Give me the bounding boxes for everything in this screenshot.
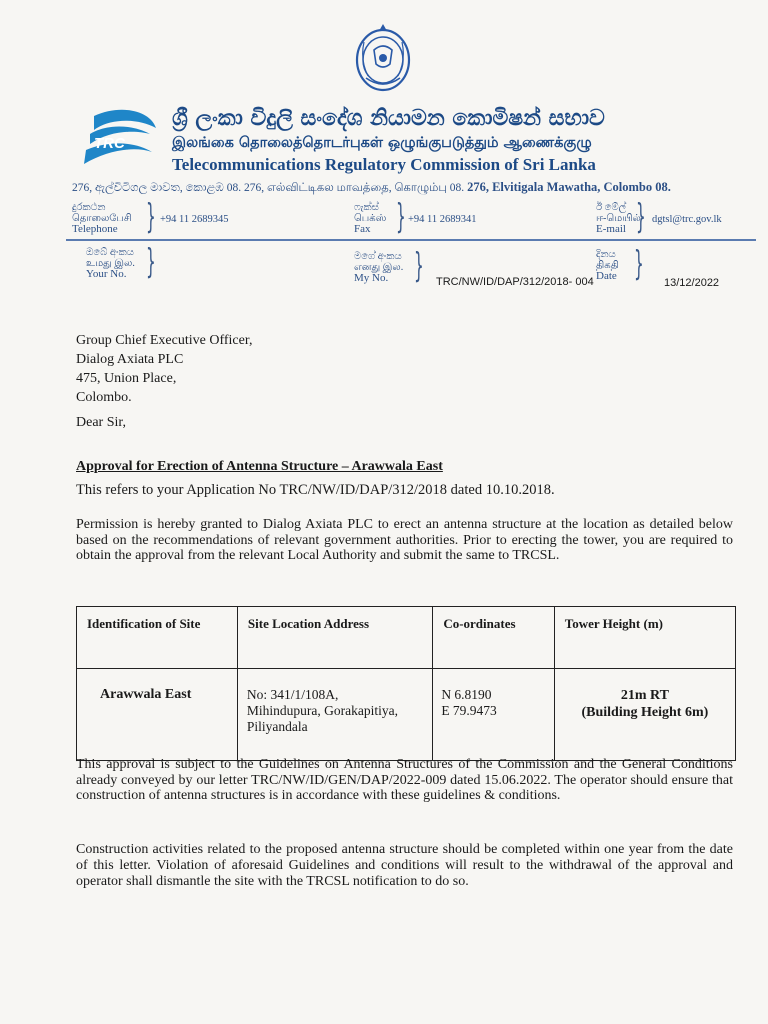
fax-label-si: ෆැක්ස් (354, 202, 379, 213)
contact-fax (354, 197, 554, 237)
contact-telephone (72, 197, 272, 237)
table-header-row (77, 607, 736, 669)
tower-height-cell (554, 669, 735, 761)
site-table (76, 606, 736, 761)
guidelines-paragraph: This approval is subject to the Guidelines on Antenna Structures of the Commission and the General Conditions already conveyed by our letter TRC/NW/ID/GEN/DAP/2022-009 dated 15.06.2022. The operator should ensure that construction of antenna structures is in accordance with these guidelines & conditions. (76, 757, 733, 803)
email-value: dgtsl@trc.gov.lk (652, 214, 722, 225)
recipient-line: Dialog Axiata PLC (76, 352, 184, 367)
fax-label-en: Fax (354, 223, 371, 235)
organisation-names (172, 106, 732, 176)
my-no-label-si: මගේ අංකය (354, 251, 402, 262)
address-english: 276, Elvitigala Mawatha, Colombo 08. (467, 180, 671, 194)
header-site-address: Site Location Address (237, 607, 432, 669)
address-line: Piliyandala (246, 719, 308, 734)
subject-heading: Approval for Erection of Antenna Structure – Arawwala East (76, 459, 443, 474)
my-reference-number: TRC/NW/ID/DAP/312/2018- 004 (436, 276, 594, 288)
my-no-label-ta: எனது இல. (354, 262, 404, 273)
header-coordinates: Co-ordinates (433, 607, 554, 669)
letterhead-address (72, 180, 752, 196)
org-name-tamil: இலங்கை தொலைத்தொடர்புகள் ஒழுங்குபடுத்தும் ஆணைக்குழு (172, 135, 592, 151)
your-no-label-ta: உமது இல. (86, 258, 135, 269)
address-local: 276, ඇල්විටිගල මාවත, කොළඹ 08. 276, எல்விட்டிகல மாவத்தை, கொழும்பு 08. (72, 182, 465, 194)
svg-text:TRC: TRC (94, 135, 125, 152)
table-row (77, 669, 736, 761)
fax-value: +94 11 2689341 (408, 214, 477, 225)
your-no-label-en: Your No. (86, 268, 127, 280)
telephone-label-si: දුරකථන (72, 202, 106, 213)
date-label-ta: திகதி (596, 260, 619, 271)
contact-your-no (86, 242, 206, 282)
trc-logo-icon (80, 104, 160, 174)
longitude: E 79.9473 (441, 703, 497, 718)
telephone-label-ta: தொலைபேசி (72, 213, 132, 224)
brace-icon: } (636, 197, 646, 237)
date-label-en: Date (596, 270, 617, 282)
email-label-en: E-mail (596, 223, 626, 235)
building-height: (Building Height 6m) (581, 705, 709, 720)
fax-label-ta: பெக்ஸ் (354, 213, 387, 224)
email-label-si: ඊ මේල් (596, 202, 627, 213)
coordinates-cell (433, 669, 554, 761)
brace-icon: } (146, 242, 156, 282)
brace-icon: } (396, 197, 406, 237)
your-no-label-si: ඔබේ අංකය (86, 247, 134, 258)
brace-icon: } (146, 197, 156, 237)
application-reference: This refers to your Application No TRC/NW/ID/DAP/312/2018 dated 10.10.2018. (76, 482, 555, 498)
recipient-line: Colombo. (76, 390, 132, 405)
telephone-label-en: Telephone (72, 223, 118, 235)
contact-my-no (354, 246, 444, 286)
recipient-line: Group Chief Executive Officer, (76, 333, 253, 348)
construction-paragraph: Construction activities related to the proposed antenna structure should be completed within one year from the date of this letter. Violation of aforesaid Guidelines and conditions will result to the withdrawal of the approval and operator shall dismantle the site with the TRCSL notification to do so. (76, 842, 733, 889)
permission-paragraph: Permission is hereby granted to Dialog Axiata PLC to erect an antenna structure at the location as detailed below based on the recommendations of relevant government authorities. Prior to erecting the tower, you are required to obtain the approval from the relevant Local Authority and submit the same to TRCSL. (76, 517, 733, 563)
site-address-cell (237, 669, 432, 761)
brace-icon: } (634, 244, 644, 284)
letterhead-divider (66, 239, 756, 241)
latitude: N 6.8190 (441, 687, 492, 702)
salutation: Dear Sir, (76, 415, 126, 430)
recipient-line: 475, Union Place, (76, 371, 177, 386)
address-line: Mihindupura, Gorakapitiya, (246, 703, 398, 718)
sri-lanka-emblem-icon (352, 20, 414, 96)
org-name-sinhala: ශ්‍රී ලංකා විදුලි සංදේශ නියාමන කොමිෂන් සභාව (172, 106, 605, 131)
contact-email (596, 197, 766, 237)
letter-date: 13/12/2022 (664, 277, 720, 289)
address-line: No: 341/1/108A, (246, 687, 339, 702)
org-name-english: Telecommunications Regulatory Commission of Sri Lanka (172, 155, 596, 174)
email-label-ta: ஈ-மெயில் (596, 213, 641, 224)
header-tower-height: Tower Height (m) (554, 607, 735, 669)
brace-icon: } (414, 246, 424, 286)
header-site-id: Identification of Site (77, 607, 238, 669)
recipient-address (76, 331, 252, 407)
contact-date (596, 244, 656, 284)
my-no-label-en: My No. (354, 272, 389, 284)
telephone-value: +94 11 2689345 (160, 214, 229, 225)
date-label-si: දිනය (596, 249, 616, 260)
tower-height: 21m RT (620, 688, 669, 703)
site-name-cell: Arawwala East (77, 669, 238, 761)
